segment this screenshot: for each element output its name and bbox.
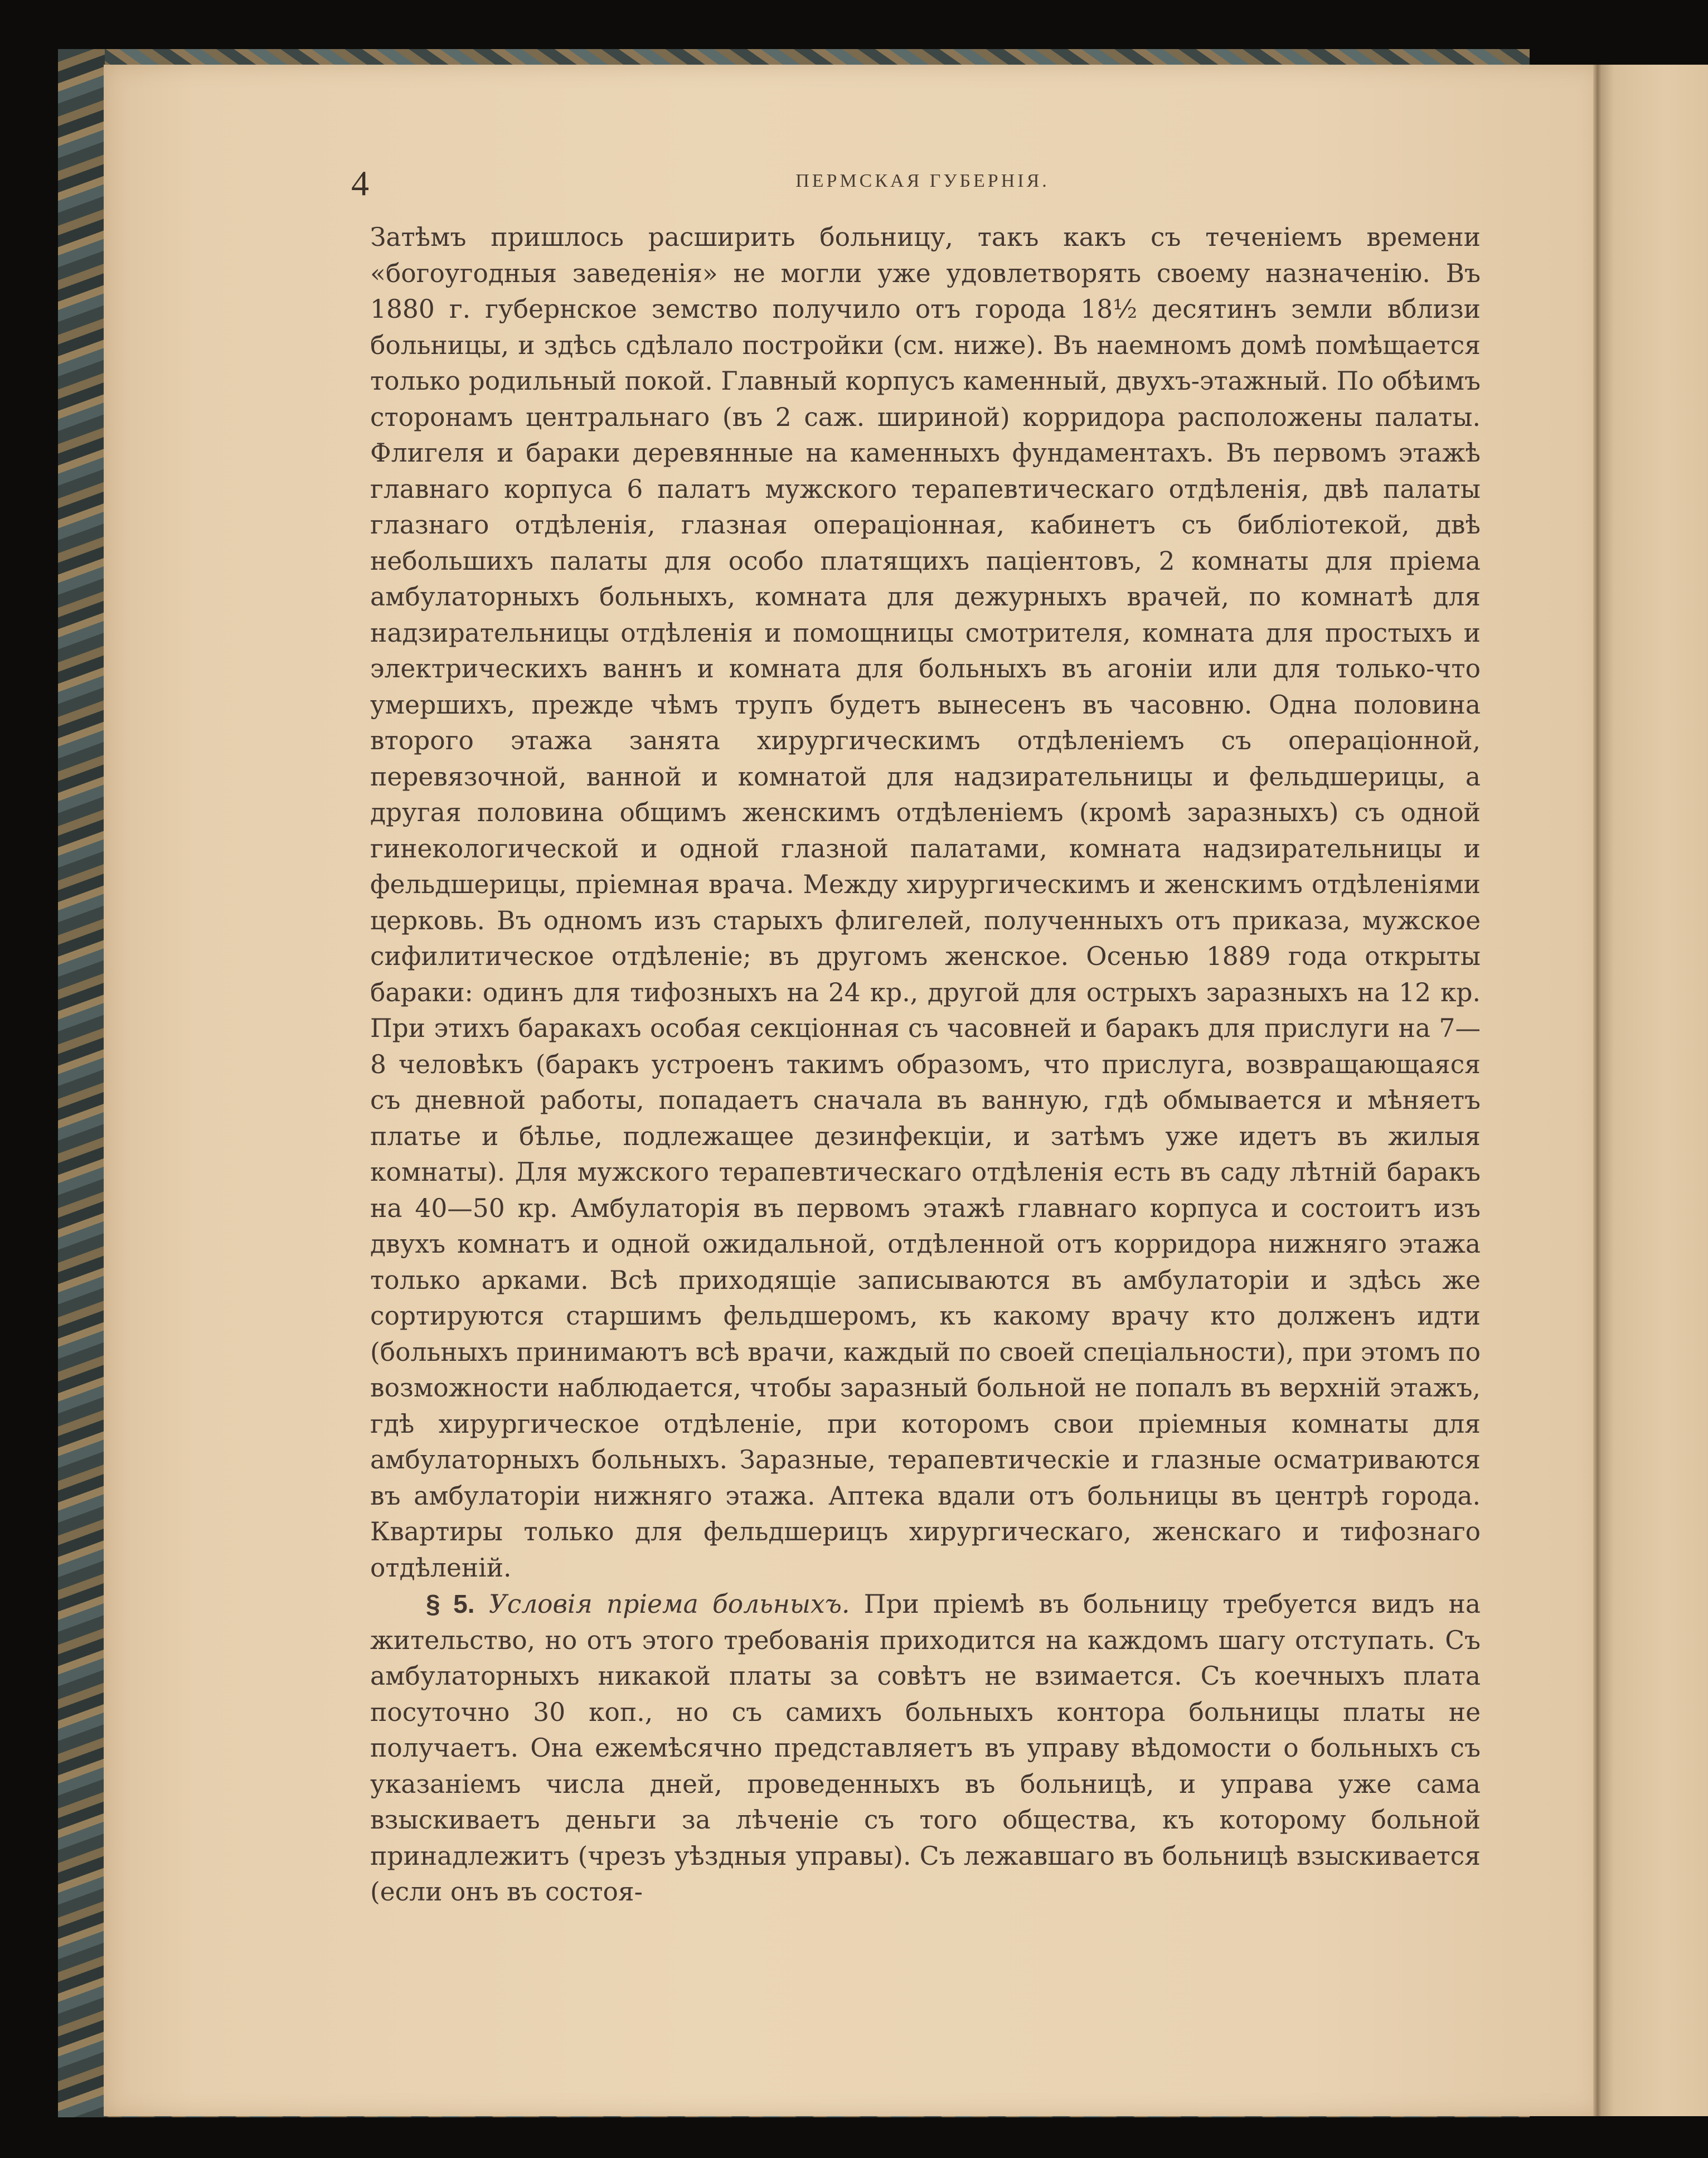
- section-text: При пріемѣ въ больницу требуется видъ на жительство, но отъ этого требованія приходится на каждомъ шагу отступать. Съ амбулаторныхъ никакой платы за совѣтъ не взимается. Съ коечныхъ плата посуточно 30 коп., но съ самихъ больныхъ контора больницы платы не получаетъ. Она ежемѣсячно представляетъ въ управу вѣдомости о больныхъ съ указаніемъ числа дней, проведенныхъ въ больницѣ, и управа уже сама взыскиваетъ деньги за лѣченіе съ того общества, къ которому больной принадлежитъ (чрезъ уѣздныя управы). Съ лежавшаго въ больницѣ взыскивается (если онъ въ состоя-: [370, 1589, 1481, 1907]
- paragraph-section-5: [370, 1586, 1481, 1910]
- running-head: ПЕРМСКАЯ ГУБЕРНІЯ.: [795, 171, 1050, 191]
- paragraph-hospital-description: Затѣмъ пришлось расширить больницу, такъ какъ съ теченіемъ времени «богоугодныя заведенія» не могли уже удовлетворять своему назначенію. Въ 1880 г. губернское земство получило отъ города 18½ десятинъ земли вблизи больницы, и здѣсь сдѣлало постройки (см. ниже). Въ наемномъ домѣ помѣщается только родильный покой. Главный корпусъ каменный, двухъ-этажный. По обѣимъ сторонамъ центральнаго (въ 2 саж. шириной) корридора расположены палаты. Флигеля и бараки деревянные на каменныхъ фундаментахъ. Въ первомъ этажѣ главнаго корпуса 6 палатъ мужского терапевтическаго отдѣленія, двѣ палаты глазнаго отдѣленія, глазная операціонная, кабинетъ съ библіотекой, двѣ небольшихъ палаты для особо платящихъ паціентовъ, 2 комнаты для пріема амбулаторныхъ больныхъ, комната для дежурныхъ врачей, по комнатѣ для надзирательницы отдѣленія и помощницы смотрителя, комната для простыхъ и электрическихъ ваннъ и комната для больныхъ въ агоніи или для только-что умершихъ, прежде чѣмъ трупъ будетъ вынесенъ въ часовню. Одна половина второго этажа занята хирургическимъ отдѣленіемъ съ операціонной, перевязочной, ванной и комнатой для надзирательницы и фельдшерицы, а другая половина общимъ женскимъ отдѣленіемъ (кромѣ заразныхъ) съ одной гинекологической и одной глазной палатами, комната надзирательницы и фельдшерицы, пріемная врача. Между хирургическимъ и женскимъ отдѣленіями церковь. Въ одномъ изъ старыхъ флигелей, полученныхъ отъ приказа, мужское сифилитическое отдѣленіе; въ другомъ женское. Осенью 1889 года открыты бараки: одинъ для тифозныхъ на 24 кр., другой для острыхъ заразныхъ на 12 кр. При этихъ баракахъ особая секціонная съ часовней и баракъ для прислуги на 7—8 человѣкъ (баракъ устроенъ такимъ образомъ, что прислуга, возвращающаяся съ дневной работы, попадаетъ сначала въ ванную, гдѣ обмывается и мѣняетъ платье и бѣлье, подлежащее дезинфекціи, и затѣмъ уже идетъ въ жилыя комнаты). Для мужского терапевтическаго отдѣленія есть въ саду лѣтній баракъ на 40—50 кр. Амбулаторія въ первомъ этажѣ главнаго корпуса и состоитъ изъ двухъ комнатъ и одной ожидальной, отдѣленной отъ корридора нижняго этажа только арками. Всѣ приходящіе записываются въ амбулаторіи и здѣсь же сортируются старшимъ фельдшеромъ, къ какому врачу кто долженъ идти (больныхъ принимаютъ всѣ врачи, каждый по своей спеціальности), при этомъ по возможности наблюдается, чтобы заразный больной не попалъ въ верхній этажъ, гдѣ хирургическое отдѣленіе, при которомъ свои пріемныя комнаты для амбулаторныхъ больныхъ. Заразные, терапевтическіе и глазные осматриваются въ амбулаторіи нижняго этажа. Аптека вдали отъ больницы въ центрѣ города. Квартиры только для фельдшерицъ хирургическаго, женскаго и тифознаго отдѣленій.: [370, 222, 1481, 1583]
- page-header: [351, 163, 1494, 207]
- page-number: 4: [351, 163, 369, 203]
- cover-board-edge: [58, 49, 105, 2117]
- page-body: [370, 220, 1481, 1910]
- facing-page-edge: [1601, 65, 1708, 2116]
- section-number: § 5.: [426, 1589, 475, 1618]
- section-title: Условія пріема больныхъ.: [488, 1589, 850, 1619]
